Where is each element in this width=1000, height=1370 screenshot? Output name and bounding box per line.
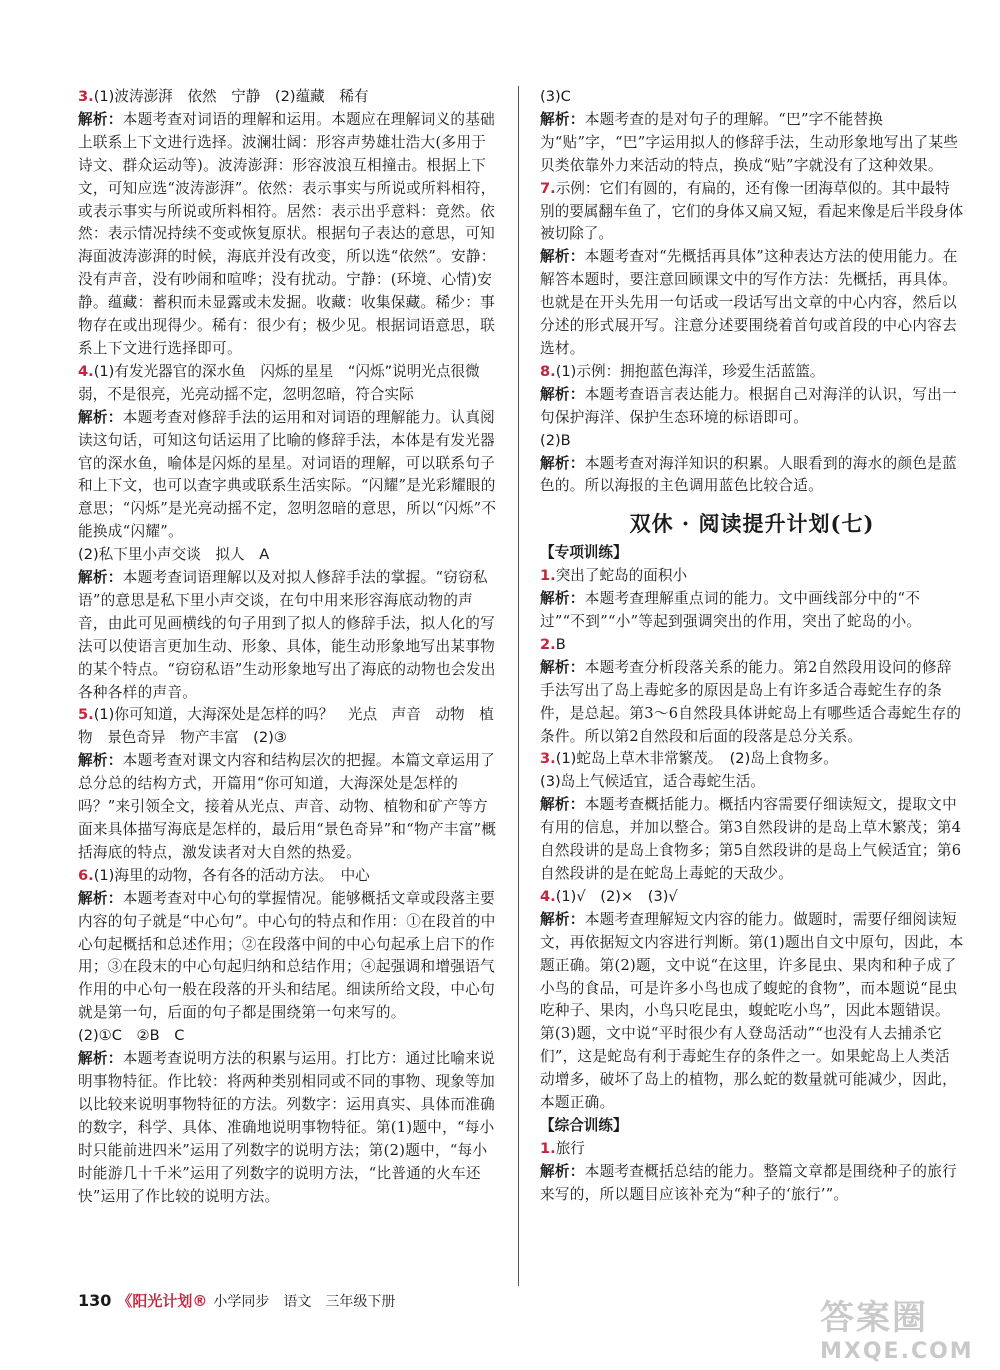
explanation-6-2: 解析：本题考查说明方法的积累与运用。打比方：通过比喻来说明事物特征。作比较：将两种类别相同或不同的事物、现象等加以比较来说明事物特征的方法。列数字：运用真实、具体而准确的数字，科学、具体、准确地说明事物特征。第(1)题中，“每小时只能前进四米”运用了列数字的说明方法；第(2)题中，“每小时能游几十千米”运用了列数字的说明方法，“比普通的火车还快”运用了作比较的说明方法。 — [78, 1050, 496, 1205]
question-4-2: (2)私下里小声交谈 拟人 A — [78, 546, 270, 564]
explanation-8-2: 解析：本题考查对海洋知识的积累。人眼看到的海水的颜色是蓝色的。所以海报的主色调用蓝色比较合适。 — [540, 454, 958, 495]
explanation-7: 解析：本题考查对“先概括再具体”这种表达方法的使用能力。在解答本题时，要注意回顾课文中的写作方法：先概括，再具体。也就是在开头先用一句话或一段话写出文章的中心内容，然后以分述的形式展开写。注意分述要围绕着首句或首段的中心内容去选材。 — [540, 248, 958, 357]
question-7: 7.示例：它们有圆的，有扁的，还有像一团海草似的。其中最特别的要属翻车鱼了，它们的身体又扁又短，看起来像是后半段身体被切除了。 — [540, 179, 964, 243]
question-6-2: (2)①C ②B C — [78, 1027, 185, 1045]
left-column — [78, 86, 498, 1208]
special-explanation-4: 解析：本题考查理解短文内容的能力。做题时，需要仔细阅读短文，再依据短文内容进行判断。第(1)题出自文中原句，因此，本题正确。第(2)题，文中说“在这里，许多昆虫、果肉和种子成了小鸟的食品，可是许多小鸟也成了蝮蛇的食物”，而本题说“昆虫吃种子、果肉，小鸟只吃昆虫，蝮蛇吃小鸟”，因此本题错误。第(3)题，文中说“平时很少有人登岛活动”“也没有人去捕杀它们”，这是蛇岛有利于毒蛇生存的条件之一。如果蛇岛上人类活动增多，破坏了岛上的植物，那么蛇的数量就可能减少，因此，本题正确。 — [540, 910, 964, 1112]
explanation-4-1: 解析：本题考查对修辞手法的运用和对词语的理解能力。认真阅读这句话，可知这句话运用了比喻的修辞手法，本体是有发光器官的深水鱼，喻体是闪烁的星星。对词语的理解，可以联系句子和上下文，也可以查字典或联系生活实际。“闪耀”是光彩耀眼的意思；“闪烁”是光亮动摇不定，忽明忽暗的意思，所以“闪烁”不能换成“闪耀”。 — [78, 408, 497, 541]
question-5: 5.(1)你可知道，大海深处是怎样的吗？ 光点 声音 动物 植物 景色奇异 物产丰富 (2)③ — [78, 706, 494, 747]
special-question-2: 2.B — [540, 635, 566, 653]
comprehensive-explanation-1: 解析：本题考查概括总结的能力。整篇文章都是围绕种子的旅行来写的，所以题目应该补充为“种子的‘旅行’”。 — [540, 1162, 958, 1203]
watermark-text: 答案圈 — [820, 1298, 928, 1338]
question-3: 3.(1)波涛澎湃 依然 宁静 (2)蕴藏 稀有 — [78, 88, 369, 105]
brand-logo: 《阳光计划® — [117, 1292, 208, 1310]
special-explanation-3: 解析：本题考查概括能力。概括内容需要仔细读短文，提取文中有用的信息，并加以整合。第3自然段讲的是岛上草木繁茂；第4自然段讲的是岛上食物多；第5自然段讲的是岛上气候适宜；第6自然段讲的是在蛇岛上毒蛇的天敌少。 — [540, 796, 962, 882]
explanation-5: 解析：本题考查对课文内容和结构层次的把握。本篇文章运用了总分总的结构方式，开篇用“你可知道，大海深处是怎样的吗？”来引领全文，接着从光点、声音、动物、植物和矿产等方面来具体描写海底是怎样的，最后用“景色奇异”和“物产丰富”概括海底的特点，激发读者对大自然的热爱。 — [78, 752, 497, 861]
special-explanation-1: 解析：本题考查理解重点词的能力。文中画线部分中的“不过”“不到”“小”等起到强调突出的作用，突出了蛇岛的小。 — [540, 590, 922, 631]
question-6-3: (3)C — [540, 88, 571, 105]
special-question-1: 1.突出了蛇岛的面积小 — [540, 567, 688, 585]
page-footer — [78, 1290, 395, 1311]
watermark-url: MXQE.COM — [820, 1339, 974, 1364]
special-question-3: 3.(1)蛇岛上草木非常繁茂。 (2)岛上食物多。 — [540, 750, 838, 768]
explanation-4-2: 解析：本题考查词语理解以及对拟人修辞手法的掌握。“窃窃私语”的意思是私下里小声交谈，在句中用来形容海底动物的声音，由此可见画横线的句子用到了拟人的修辞手法，拟人化的写法可以使语言更加生动、形象、具体，能生动形象地写出某事物的某个特点。“窃窃私语”生动形象地写出了海底的动物也会发出各种各样的声音。 — [78, 569, 496, 701]
question-4: 4.(1)有发光器官的深水鱼 闪烁的星星 “闪烁”说明光点很微弱，不是很亮，光亮动摇不定，忽明忽暗，符合实际 — [78, 362, 480, 403]
question-8: 8.(1)示例：拥抱蓝色海洋，珍爱生活蓝篮。 — [540, 362, 825, 380]
book-title: 小学同步 语文 三年级下册 — [213, 1293, 396, 1310]
explanation-8-1: 解析：本题考查语言表达能力。根据自己对海洋的认识，写出一句保护海洋、保护生态环境的标语即可。 — [540, 385, 958, 426]
explanation-3: 解析：本题考查对词语的理解和运用。本题应在理解词义的基础上联系上下文进行选择。波澜壮阔：形容声势雄壮浩大(多用于诗文、群众运动等)。波涛澎湃：形容波浪互相撞击。根据上下文，可知应选“波涛澎湃”。依然：表示事实与所说或所料相符，或表示事实与所说或所料相符。居然：表示出乎意料：竟然。依然：表示情况持续不变或恢复原状。根据句子表达的意思，可知海面波涛澎湃的时候，海底并没有改变，所以选“依然”。安静：没有声音，没有吵闹和喧哗；没有扰动。宁静：(环境、心情)安静。蕴藏：蓄积而未显露或未发掘。收藏：收集保藏。稀少：事物存在或出现得少。稀有：很少有；极少见。根据词语意思，联系上下文进行选择即可。 — [78, 110, 496, 357]
special-question-3-3: (3)岛上气候适宜，适合毒蛇生活。 — [540, 773, 765, 791]
page-number: 130 — [78, 1291, 112, 1310]
section-title: 双休 · 阅读提升计划(七) — [629, 511, 875, 537]
special-explanation-2: 解析：本题考查分析段落关系的能力。第2自然段用设问的修辞手法写出了岛上毒蛇多的原因是岛上有许多适合毒蛇生存的条件，是总起。第3～6自然段具体讲蛇岛上有哪些适合毒蛇生存的条件。所以第2自然段和后面的段落是总分关系。 — [540, 658, 962, 745]
watermark-logo — [820, 1290, 990, 1364]
right-column — [540, 86, 964, 1207]
comprehensive-training-heading: 【综合训练】 — [540, 1116, 628, 1134]
comprehensive-question-1: 1.旅行 — [540, 1139, 585, 1157]
explanation-6-1: 解析：本题考查对中心句的掌握情况。能够概括文章或段落主要内容的句子就是“中心句”。中心句的特点和作用：①在段首的中心句起概括和总述作用；②在段落中间的中心句起承上启下的作用；③在段末的中心句起归纳和总结作用；④起强调和增强语气作用的中心句一般在段落的开头和结尾。细读所给文段，中心句就是第一句，后面的句子都是围绕第一句来写的。 — [78, 889, 496, 1022]
special-question-4: 4.(1)√ (2)× (3)√ — [540, 887, 678, 905]
question-8-2: (2)B — [540, 431, 571, 449]
column-divider — [518, 86, 519, 1286]
special-training-heading: 【专项训练】 — [540, 544, 628, 562]
explanation-6-3: 解析：本题考查的是对句子的理解。“巴”字不能替换为“贴”字，“巴”字运用拟人的修辞手法，生动形象地写出了某些贝类依靠外力来活动的特点，换成“贴”字就没有了这种效果。 — [540, 110, 959, 174]
question-6: 6.(1)海里的动物，各有各的活动方法。 中心 — [78, 866, 370, 884]
